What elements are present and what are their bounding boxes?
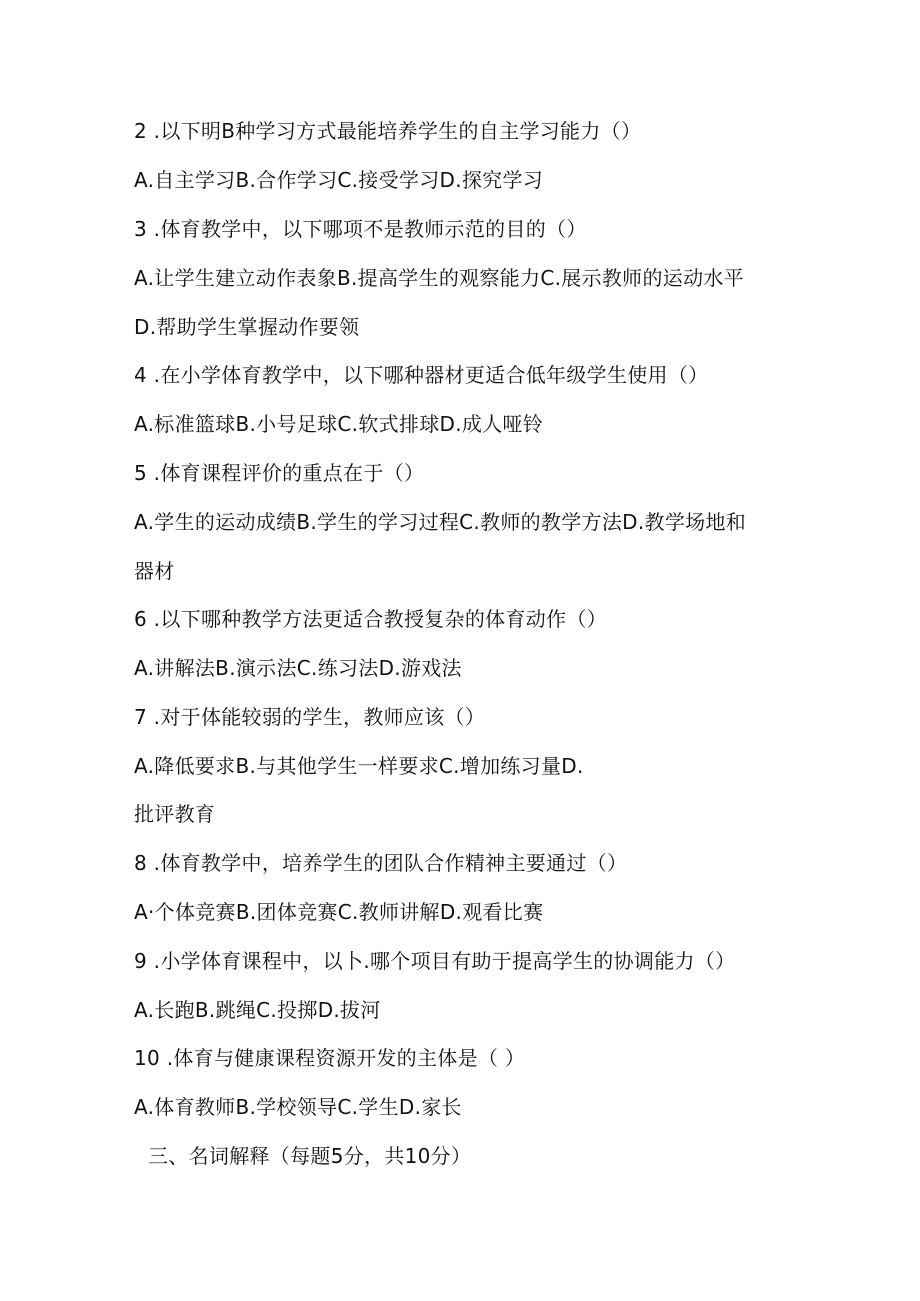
question-5-options: A.学生的运动成绩B.学生的学习过程C.教师的教学方法D.教学场地和 (134, 510, 747, 534)
question-9: 9 .小学体育课程中，以卜.哪个项目有助于提高学生的协调能力（） (134, 949, 736, 973)
question-10-options: A.体育教师B.学校领导C.学生D.家长 (134, 1095, 462, 1119)
question-4: 4 .在小学体育教学中，以下哪种器材更适合低年级学生使用（） (134, 363, 709, 387)
question-3: 3 .体育教学中，以下哪项不是教师示范的目的（） (134, 217, 587, 241)
question-8-options: A·个体竞赛B.团体竞赛C.教师讲解D.观看比赛 (134, 900, 544, 924)
question-8: 8 .体育教学中，培养学生的团队合作精神主要通过（） (134, 851, 628, 875)
question-6-options: A.讲解法B.演示法C.练习法D.游戏法 (134, 656, 462, 680)
question-2: 2 .以下明B种学习方式最能培养学生的自主学习能力（） (134, 119, 642, 143)
question-7-options-cont: 批评教育 (134, 802, 216, 826)
section-heading: 三、名词解释（每题5分，共10分） (148, 1144, 472, 1168)
question-10: 10 .体育与健康课程资源开发的主体是（ ） (134, 1046, 526, 1070)
question-6: 6 .以下哪种教学方法更适合教授复杂的体育动作（） (134, 607, 607, 631)
question-9-options: A.长跑B.跳绳C.投掷D.拔河 (134, 998, 381, 1022)
question-5-options-cont: 器材 (134, 559, 175, 583)
question-3-options: A.让学生建立动作表象B.提高学生的观察能力C.展示教师的运动水平 (134, 266, 744, 290)
question-5: 5 .体育课程评价的重点在于（） (134, 461, 425, 485)
question-2-options: A.自主学习B.合作学习C.接受学习D.探究学习 (134, 168, 544, 192)
question-4-options: A.标准篮球B.小号足球C.软式排球D.成人哑铃 (134, 412, 544, 436)
question-7-options: A.降低要求B.与其他学生一样要求C.增加练习量D. (134, 754, 584, 778)
question-7: 7 .对于体能较弱的学生，教师应该（） (134, 705, 486, 729)
question-3-options-cont: D.帮助学生掌握动作要领 (134, 315, 360, 339)
